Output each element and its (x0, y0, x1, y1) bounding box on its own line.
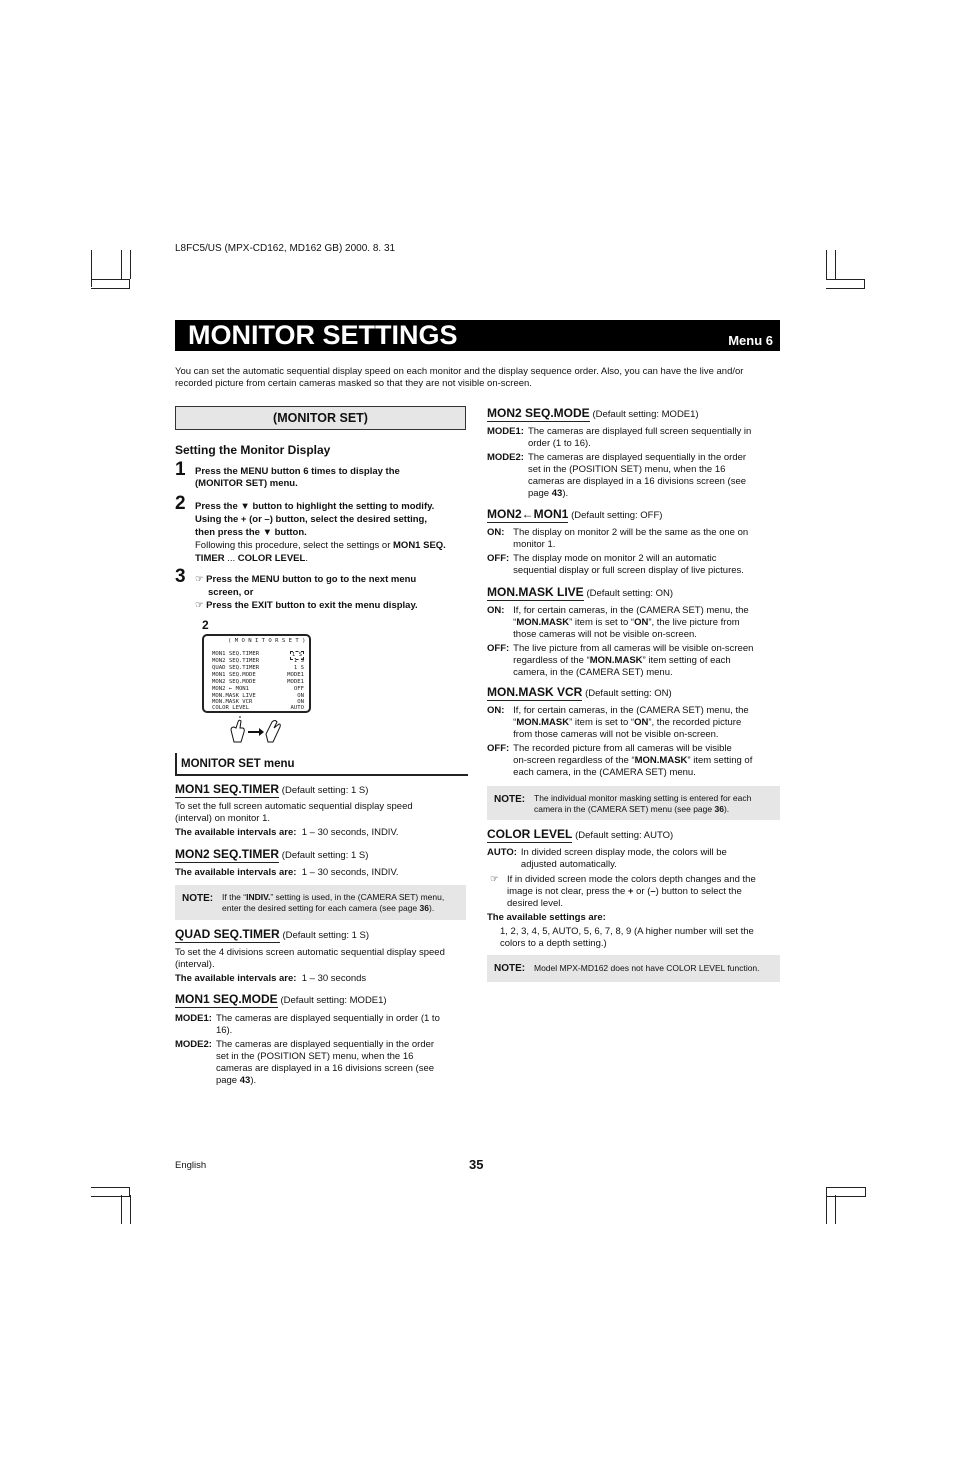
mon2-mon1-heading: MON2←MON1 (Default setting: OFF) (487, 507, 663, 521)
mon1-seq-mode-table: MODE1: The cameras are displayed sequentially in order (1 to 16). MODE2: The cameras are displayed sequentially in the order set in the (POSITION SET) menu, when the 16 cameras are displayed in a 16 divisions screen (see page 43). (175, 1013, 440, 1086)
note-label: NOTE: (182, 893, 214, 904)
osd-row: MON1 SEQ.MODE MODE1 (212, 672, 304, 678)
hand-icon (266, 721, 280, 743)
color-level-avail: 1, 2, 3, 4, 5, AUTO, 5, 6, 7, 8, 9 (A higher number will set the colors to a depth setting.) (500, 926, 754, 949)
arrow-right-icon (248, 728, 264, 736)
crop-mark (826, 279, 865, 289)
mon2-seq-timer-heading: MON2 SEQ.TIMER (Default setting: 1 S) (175, 847, 369, 861)
quad-seq-timer-desc: To set the 4 divisions screen automatic sequential display speed (interval). The available intervals are: 1 – 30 seconds (175, 947, 445, 984)
setting-heading: Setting the Monitor Display (175, 443, 331, 457)
mon2-seq-mode-table: MODE1: The cameras are displayed full screen sequentially in order (1 to 16). MODE2: The cameras are displayed sequentially in the order set in the (POSITION SET) menu, when the 16 cameras are displayed in a 16 divisions screen (see page 43). (487, 426, 752, 499)
osd-title: ( M O N I T O R S E T ) (228, 638, 306, 644)
mon1-seq-timer-desc: To set the full screen automatic sequential display speed (interval) on monitor 1. The available intervals are: 1 – 30 seconds, INDIV. (175, 801, 413, 838)
mon1-seq-mode-heading: MON1 SEQ.MODE (Default setting: MODE1) (175, 992, 387, 1006)
note-label: NOTE: (494, 963, 526, 974)
hand-icon (231, 716, 244, 742)
step-text: ☞ Press the MENU button to go to the next menu screen, or ☞ Press the EXIT button to exit the menu display. (195, 574, 418, 611)
note-text: The individual monitor masking setting is entered for each camera in the (CAMERA SET) menu (see page 36). (534, 793, 752, 814)
osd-row: QUAD SEQ.TIMER 1 S (212, 665, 304, 671)
crop-mark (121, 1195, 131, 1224)
title-bar (175, 320, 780, 351)
step-number: 2 (175, 493, 186, 514)
mon2-seq-mode-heading: MON2 SEQ.MODE (Default setting: MODE1) (487, 406, 699, 420)
footer-language: English (175, 1160, 207, 1171)
mon1-seq-timer-heading: MON1 SEQ.TIMER (Default setting: 1 S) (175, 782, 369, 796)
osd-row: MON1 SEQ.TIMER 1 S (212, 651, 302, 658)
step-text: Press the MENU button 6 times to display the (MONITOR SET) menu. (195, 466, 400, 489)
crop-mark (91, 279, 130, 289)
menu-heading: MONITOR SET menu (181, 758, 295, 770)
button-press-illustration (226, 716, 286, 746)
mon-mask-vcr-table: ON: If, for certain cameras, in the (CAMERA SET) menu, the “MON.MASK” item is set to “ON”, the recorded picture from those cameras will not be visible on-screen. OFF: The recorded picture from all cameras will be visible on-screen regardless of the “MON.MASK” item setting of each camera, in the (CAMERA SET) menu. (487, 705, 753, 778)
color-level-tip: ☞ If in divided screen mode the colors depth changes and the image is not clear, press the + or (–) button to select the desired level. (490, 874, 756, 909)
note-box (487, 786, 780, 820)
note-box (487, 955, 780, 982)
osd-row: MON.MASK VCR ON (212, 699, 304, 705)
osd-row: MON2 SEQ.TIMER 1 S (212, 658, 304, 664)
mon2-seq-timer-desc: The available intervals are: 1 – 30 seconds, INDIV. (175, 867, 399, 878)
note-text: Model MPX-MD162 does not have COLOR LEVEL function. (534, 963, 760, 973)
osd-row: COLOR LEVEL AUTO (212, 705, 304, 711)
osd-row: MON2 ← MON1 OFF (212, 686, 304, 692)
quad-seq-timer-heading: QUAD SEQ.TIMER (Default setting: 1 S) (175, 927, 370, 941)
osd-row: MON2 SEQ.MODE MODE1 (212, 679, 304, 685)
color-level-table: AUTO: In divided screen display mode, the colors will be adjusted automatically. (487, 847, 727, 870)
hand-pointer-icon: ☞ (195, 600, 204, 611)
osd-step-label: 2 (202, 618, 209, 632)
page-title: MONITOR SETTINGS (188, 320, 458, 350)
menu-label: Menu 6 (728, 333, 773, 348)
intro-text: You can set the automatic sequential display speed on each monitor and the display sequence order. Also, you can have the live and/or recorded picture from certain cameras masked so that they are not visible on-screen. (175, 366, 744, 389)
section-box: (MONITOR SET) (175, 406, 466, 430)
mon-mask-live-heading: MON.MASK LIVE (Default setting: ON) (487, 585, 674, 599)
crop-mark (121, 250, 131, 279)
note-box (175, 885, 466, 920)
step-number: 1 (175, 459, 186, 480)
color-level-heading: COLOR LEVEL (Default setting: AUTO) (487, 827, 674, 841)
crop-mark (826, 250, 836, 279)
step-text: Press the ▼ button to highlight the setting to modify. Using the + (or –) button, select the desired setting, then press the ▼ button. Following this procedure, select the settings or MON1 SEQ. TIMER ... COLOR LEVEL. (195, 501, 446, 564)
hand-pointer-icon: ☞ (195, 574, 204, 585)
osd-row: MON.MASK LIVE ON (212, 693, 304, 699)
color-level-avail-label: The available settings are: (487, 912, 606, 923)
osd-screen (202, 634, 311, 713)
note-text: If the “INDIV.” setting is used, in the (CAMERA SET) menu, enter the desired setting for each camera (see page 36). (222, 892, 445, 913)
mon-mask-vcr-heading: MON.MASK VCR (Default setting: ON) (487, 685, 672, 699)
header-code: L8FC5/US (MPX-CD162, MD162 GB) 2000. 8. 31 (175, 243, 396, 254)
page-number: 35 (469, 1157, 484, 1172)
crop-mark (826, 1195, 836, 1224)
mon2-mon1-table: ON: The display on monitor 2 will be the same as the one on monitor 1. OFF: The display mode on monitor 2 will an automatic sequential display or full screen display of live pictures. (487, 527, 749, 576)
note-label: NOTE: (494, 794, 526, 805)
step-number: 3 (175, 566, 186, 587)
hand-pointer-icon: ☞ (490, 874, 499, 885)
mon-mask-live-table: ON: If, for certain cameras, in the (CAMERA SET) menu, the “MON.MASK” item is set to “ON”, the live picture from those cameras will not be visible on-screen. OFF: The live picture from all cameras will be visible on-screen regardless of the “MON.MASK” item setting of each camera, in the (CAMERA SET) menu. (487, 605, 754, 678)
